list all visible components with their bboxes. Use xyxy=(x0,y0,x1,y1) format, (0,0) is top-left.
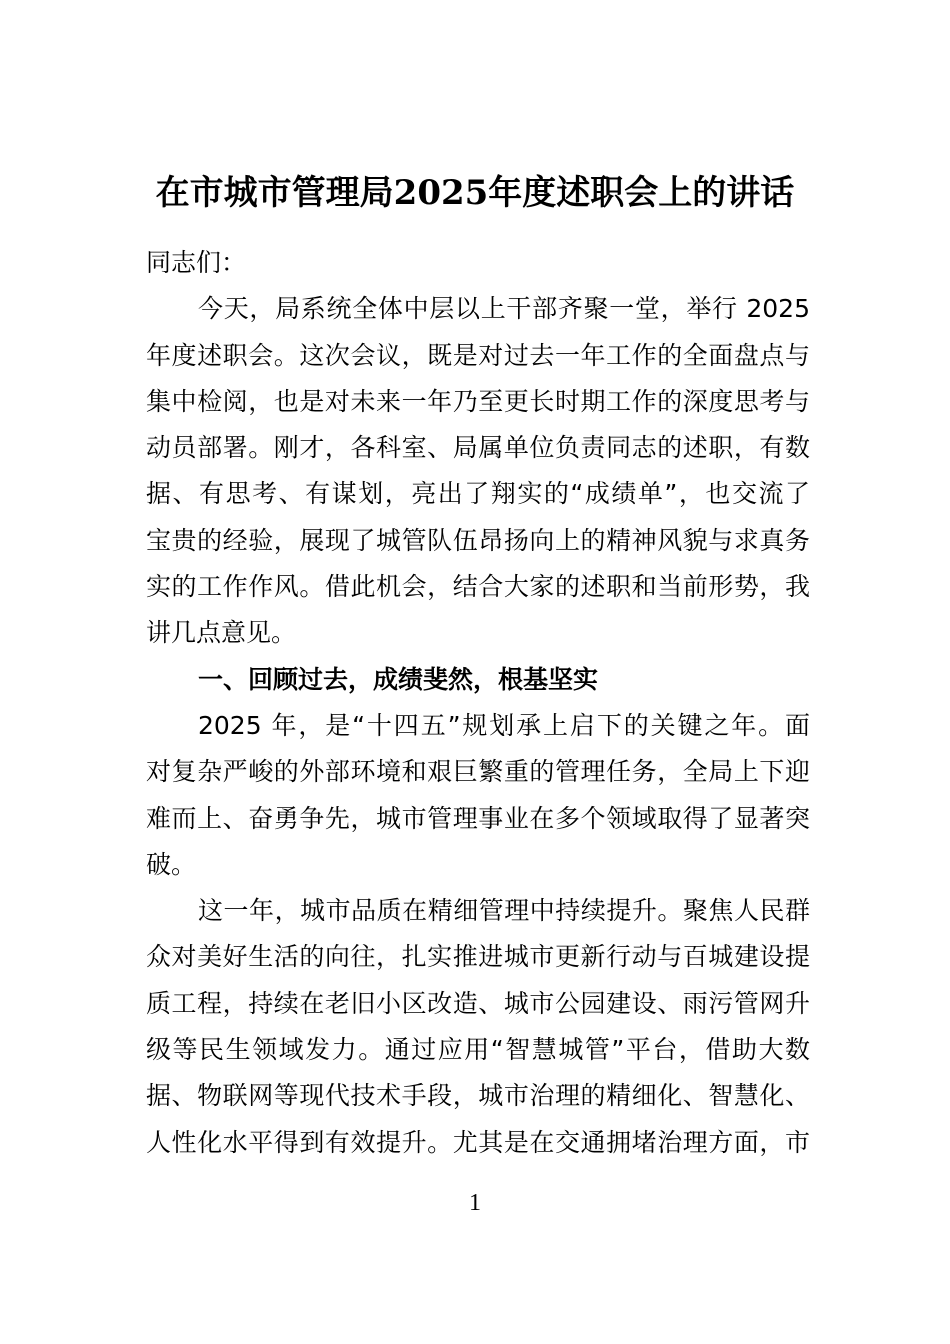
paragraph-line: 实的工作作风。借此机会，结合大家的述职和当前形势，我 xyxy=(146,572,810,602)
paragraph-line: 动员部署。刚才，各科室、局属单位负责同志的述职，有数 xyxy=(146,433,810,463)
document-body xyxy=(146,240,810,1166)
paragraph-line: 据、物联网等现代技术手段，城市治理的精细化、智慧化、 xyxy=(146,1081,810,1111)
document-title: 在市城市管理局2025年度述职会上的讲话 xyxy=(155,173,795,213)
page-number: 1 xyxy=(469,1190,481,1216)
paragraph-line: 讲几点意见。 xyxy=(146,618,297,648)
paragraph-line: 宝贵的经验，展现了城管队伍昂扬向上的精神风貌与求真务 xyxy=(146,525,810,555)
paragraph-line: 集中检阅，也是对未来一年乃至更长时期工作的深度思考与 xyxy=(146,386,810,416)
paragraph-line: 据、有思考、有谋划，亮出了翔实的“成绩单”，也交流了 xyxy=(146,479,810,509)
salutation: 同志们： xyxy=(146,248,247,277)
section-heading: 一、回顾过去，成绩斐然，根基坚实 xyxy=(198,664,599,694)
paragraph-line: 年度述职会。这次会议，既是对过去一年工作的全面盘点与 xyxy=(146,340,810,370)
paragraph-line: 这一年，城市品质在精细管理中持续提升。聚焦人民群 xyxy=(198,896,810,926)
paragraph-line: 质工程，持续在老旧小区改造、城市公园建设、雨污管网升 xyxy=(146,988,810,1018)
paragraph-line: 级等民生领域发力。通过应用“智慧城管”平台，借助大数 xyxy=(146,1035,810,1065)
paragraph-line: 破。 xyxy=(146,849,197,879)
paragraph-line: 难而上、奋勇争先，城市管理事业在多个领域取得了显著突 xyxy=(146,803,810,833)
paragraph-city-quality xyxy=(146,888,810,1166)
paragraph-line: 众对美好生活的向往，扎实推进城市更新行动与百城建设提 xyxy=(146,942,810,972)
paragraph-line: 人性化水平得到有效提升。尤其是在交通拥堵治理方面，市 xyxy=(146,1127,810,1157)
paragraph-line: 今天，局系统全体中层以上干部齐聚一堂，举行 2025 xyxy=(198,294,810,324)
paragraph-review-intro xyxy=(146,703,810,888)
paragraph-line: 对复杂严峻的外部环境和艰巨繁重的管理任务，全局上下迎 xyxy=(146,757,810,787)
paragraph-opening xyxy=(146,286,810,656)
paragraph-line: 2025 年，是“十四五”规划承上启下的关键之年。面 xyxy=(198,710,810,740)
